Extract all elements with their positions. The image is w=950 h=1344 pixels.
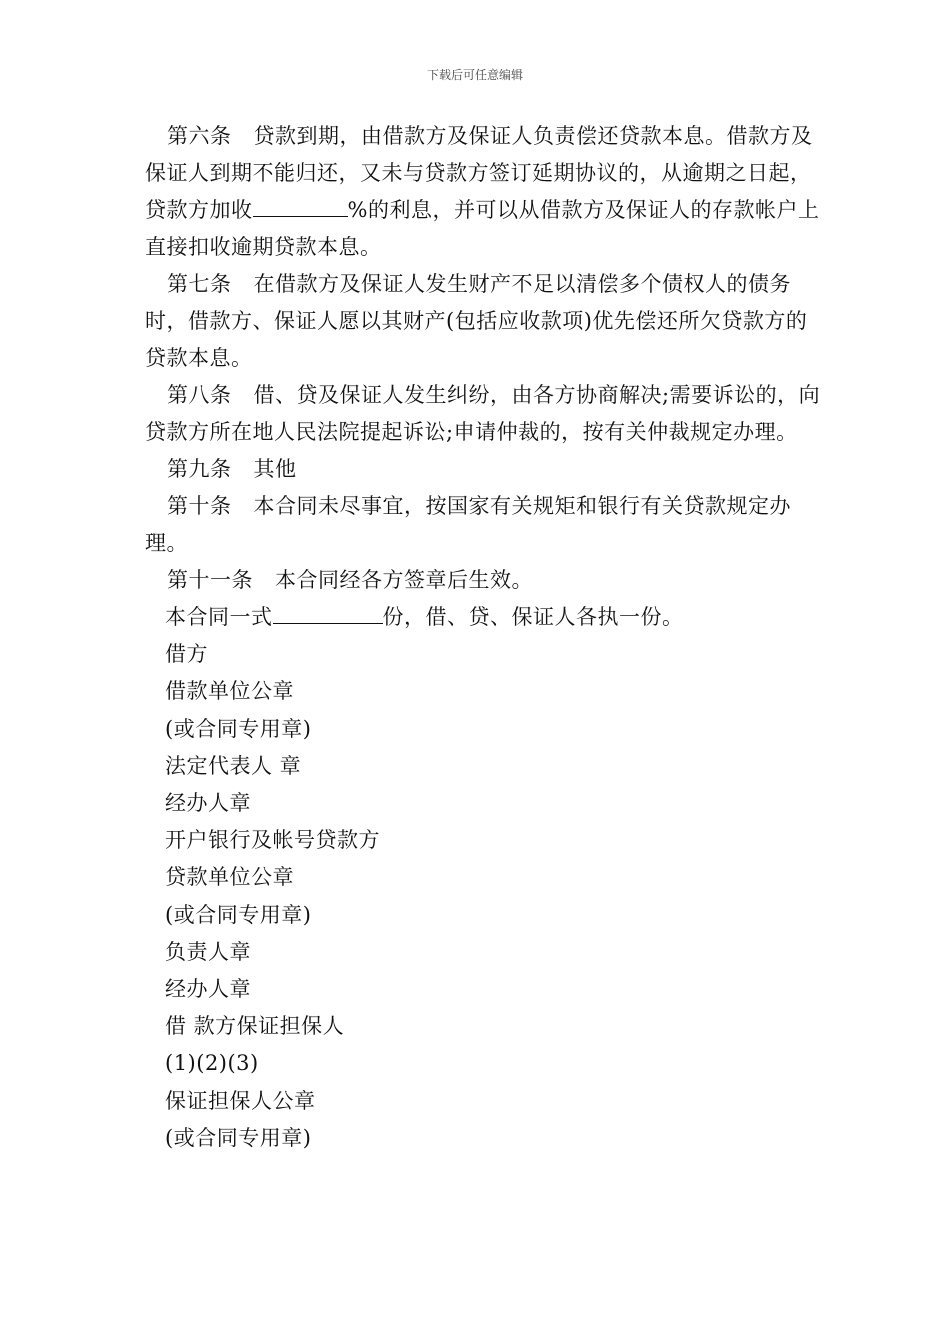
document-body — [145, 118, 825, 1157]
signature-line: (或合同专用章) — [165, 716, 312, 741]
signature-line: 法定代表人 章 — [165, 753, 302, 778]
clause-8-number: 第八条 — [167, 383, 232, 407]
clause-6-text-pre: 贷款到期，由借款方及保证人负责偿还贷款本息。借款方及保证人到期不能归还，又未与贷款方签订延期协议的，从逾期之日起，贷款方加收 — [145, 124, 813, 222]
clause-9-text: 其他 — [253, 457, 297, 481]
clause-7-text: 在借款方及保证人发生财产不足以清偿多个债权人的债务时，借款方、保证人愿以其财产(包括应收款项)优先偿还所欠贷款方的贷款本息。 — [145, 272, 808, 370]
copies-line — [145, 599, 825, 636]
clause-10-text: 本合同未尽事宜，按国家有关规矩和银行有关贷款规定办理。 — [145, 494, 791, 555]
signature-line: 经办人章 — [165, 977, 251, 1002]
clause-6-text-post: %的利息，并可以从借款方及保证人的存款帐户上直接扣收逾期贷款本息。 — [145, 198, 820, 259]
clause-7-number: 第七条 — [167, 272, 232, 296]
clause-10-number: 第十条 — [167, 494, 232, 518]
clause-9-number: 第九条 — [167, 457, 232, 481]
clause-8 — [145, 377, 825, 451]
clause-11-text: 本合同经各方签章后生效。 — [275, 568, 533, 592]
clause-11 — [145, 562, 825, 599]
copies-text-post: 份，借、贷、保证人各执一份。 — [382, 605, 684, 629]
copies-text-pre: 本合同一式 — [165, 605, 273, 629]
clause-9 — [145, 451, 825, 488]
signature-line: 经办人章 — [165, 791, 251, 816]
signature-line: 保证担保人公章 — [165, 1088, 316, 1113]
signature-line: 贷款单位公章 — [165, 865, 294, 890]
clause-11-number: 第十一条 — [167, 568, 253, 592]
signature-line: (或合同专用章) — [165, 902, 312, 927]
signature-line: 借 款方保证担保人 — [165, 1014, 345, 1039]
page-header: 下载后可任意编辑 — [426, 68, 523, 82]
signature-line: (1)(2)(3) — [165, 1051, 259, 1076]
interest-rate-blank — [253, 194, 348, 217]
signature-line: (或合同专用章) — [165, 1125, 312, 1150]
signature-line: 借款单位公章 — [165, 679, 294, 704]
clause-6-number: 第六条 — [167, 124, 232, 148]
signature-line: 开户银行及帐号贷款方 — [165, 828, 380, 853]
copies-count-blank — [273, 601, 383, 624]
clause-6 — [145, 118, 825, 266]
clause-7 — [145, 266, 825, 377]
clause-8-text: 借、贷及保证人发生纠纷，由各方协商解决;需要诉讼的，向贷款方所在地人民法院提起诉讼;申请仲裁的，按有关仲裁规定办理。 — [145, 383, 821, 444]
clause-10 — [145, 488, 825, 562]
signature-line: 借方 — [165, 642, 208, 667]
signature-line: 负责人章 — [165, 939, 251, 964]
